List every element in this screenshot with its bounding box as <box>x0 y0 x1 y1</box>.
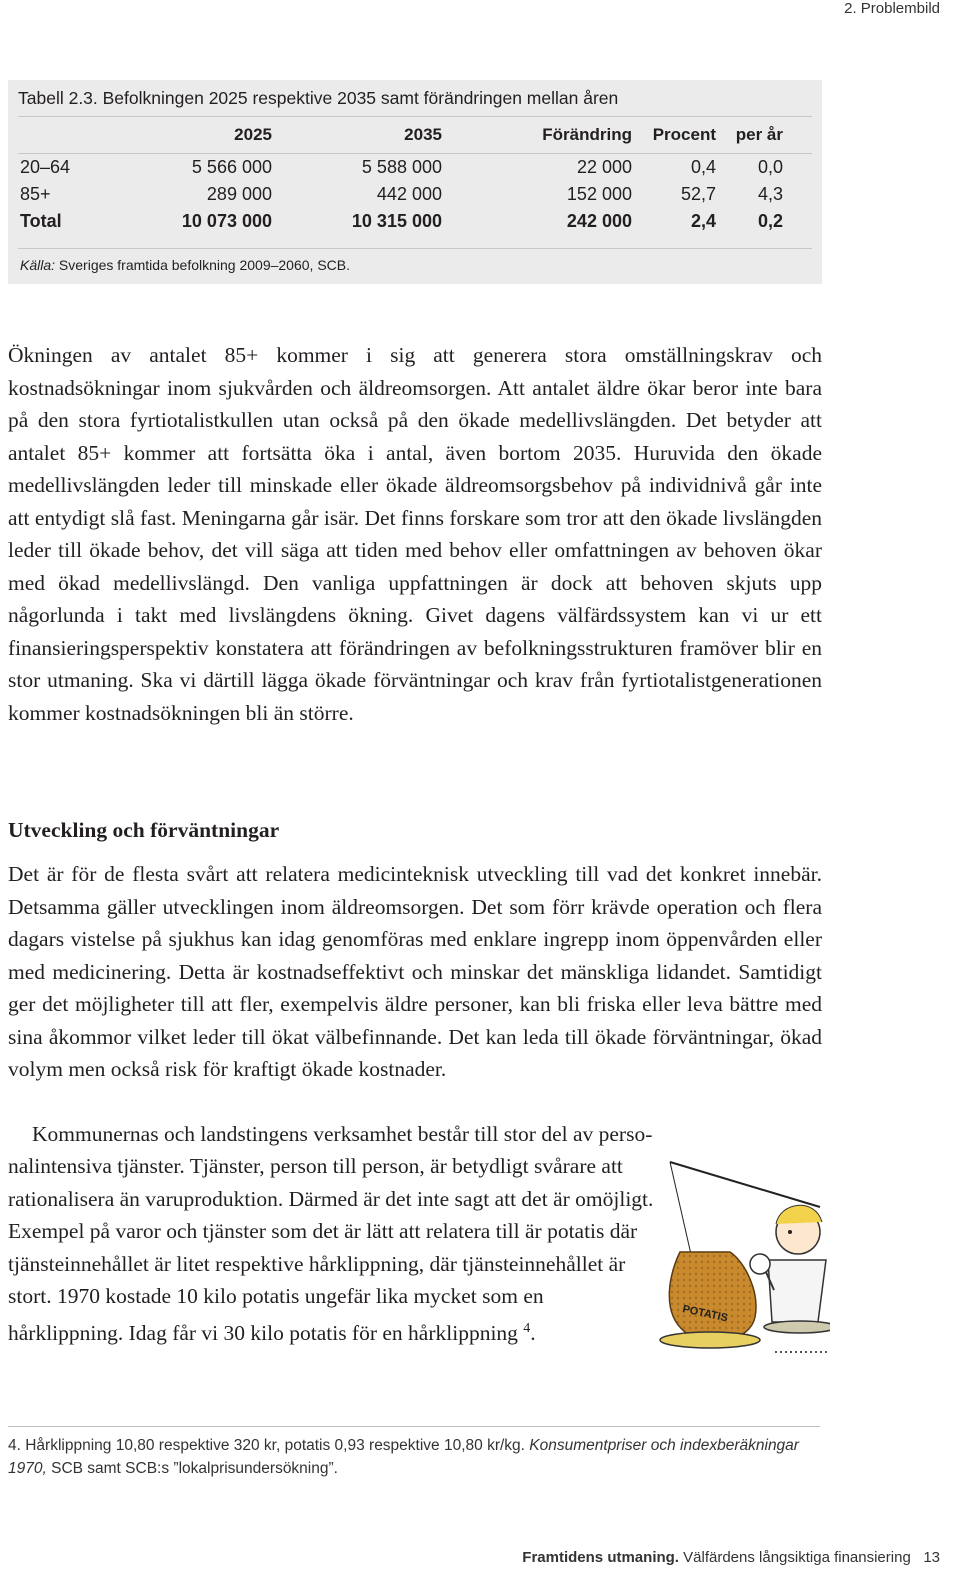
cell-2025: 5 566 000 <box>191 157 272 177</box>
footnote-reference: 4 <box>523 1320 531 1336</box>
source-label: Källa: <box>20 257 56 273</box>
row-label: 85+ <box>20 184 51 204</box>
col-header-change: Förändring <box>542 125 632 144</box>
cell-2035: 442 000 <box>376 184 442 204</box>
cell-per-year: 0,2 <box>757 211 783 231</box>
paragraph-text: Kommunernas och landstingens verksamhet består till stor del av perso- <box>32 1122 653 1146</box>
cell-percent: 52,7 <box>680 184 716 204</box>
paragraph-text: Det är för de flesta svårt att relatera medicinteknisk utveckling till vad det konkret innebär. Detsamma gäller utvecklingen inom äldreomsorgen. Det som förr krävde operation och flera dagars vistelse på sjukhus kan idag genomföras med enklare ingrepp inom öppenvården eller med medicinering. Detta är kostnadseffektivt och minskar det mänskliga lidandet. Samtidigt ger det möjligheter till att fler, exempelvis äldre personer, kan bli friska eller leva bättre med sina åkommor vilket leder till ökat välbefinnande. Det kan leda till ökade förväntningar, ökad volym men också risk för kraftigt ökade kostnader. <box>8 862 822 1081</box>
hand-mirror <box>750 1254 770 1274</box>
source-text: Sveriges framtida befolkning 2009–2060, SCB. <box>55 257 350 273</box>
table-header-row <box>8 125 822 151</box>
chapter-header: 2. Problembild <box>844 0 940 17</box>
table-row-total <box>8 211 822 237</box>
table-row <box>8 184 822 210</box>
balance-scale-drawing <box>640 1152 830 1382</box>
person-cape <box>768 1260 826 1322</box>
col-header-percent: Procent <box>652 125 716 144</box>
footnote-rule <box>8 1426 820 1427</box>
table-title: Tabell 2.3. Befolkningen 2025 respektive 2035 samt förändringen mellan åren <box>18 88 619 108</box>
person-hair <box>776 1205 822 1224</box>
running-footer <box>522 1549 940 1566</box>
footer-title: Framtidens utmaning. <box>522 1549 679 1566</box>
paragraph-text-span: nalintensiva tjänster. Tjänster, person till person, är betydligt svårare att rationalisera än varuproduktion. Därmed är det inte sagt att det är omöjligt. Exempel på varor och tjänster som det är lätt att relatera till är potatis där tjänsteinnehållet är litet respektive hårklippning, där tjänsteinnehållet är stort. 1970 kostade 10 kilo potatis ungefär lika mycket som en hårklippning. Idag får vi 30 kilo potatis för en hårklippning <box>8 1154 654 1345</box>
person-eye <box>788 1230 792 1234</box>
col-header-per-year: per år <box>735 125 783 144</box>
table-rule-header <box>18 153 812 154</box>
table-rule-top <box>18 116 812 117</box>
cell-per-year: 4,3 <box>757 184 783 204</box>
cell-change: 152 000 <box>566 184 632 204</box>
page-number: 13 <box>923 1549 940 1566</box>
table-source <box>20 257 350 273</box>
body-paragraph-3-first-line <box>32 1118 822 1151</box>
scale-pan-right <box>764 1321 830 1333</box>
col-header-2035: 2035 <box>404 125 442 144</box>
cell-percent: 2,4 <box>690 211 716 231</box>
scale-beam <box>670 1162 820 1207</box>
body-paragraph-3 <box>8 1150 664 1349</box>
cell-percent: 0,4 <box>690 157 716 177</box>
table-row <box>8 157 822 183</box>
footer-subtitle: Välfärdens långsiktiga finansiering <box>678 1549 911 1566</box>
row-label: Total <box>20 211 62 231</box>
scale-pan-left <box>660 1332 760 1348</box>
cell-2035: 5 588 000 <box>361 157 442 177</box>
cell-2025: 289 000 <box>206 184 272 204</box>
section-heading: Utveckling och förväntningar <box>8 818 280 842</box>
sack-label: POTATIS <box>681 1303 729 1325</box>
cell-change: 242 000 <box>566 211 632 231</box>
footnote <box>8 1434 808 1480</box>
scale-illustration <box>640 1152 830 1382</box>
paragraph-text: Ökningen av antalet 85+ kommer i sig att generera stora omställningskrav och kostnadsökningar inom sjukvården och äldreomsorgen. Att antalet äldre ökar beror inte bara på den stora fyrtiotalistkullen utan också på den ökade medellivslängden. Det betyder att antalet 85+ kommer att fortsätta öka i antal, även bortom 2035. Huruvida den ökade medellivslängden leder till minskade eller ökade äldreomsorgsbehov på individnivå går inte att entydigt slå fast. Meningarna går isär. Det finns forskare som tror att den ökade livslängden leder till ökade behov, det vill säga att tiden med behov eller omfattningen av behoven ökar med ökad medellivslängd. Den vanliga uppfattningen är dock att behoven skjuts upp någorlunda i takt med livslängdens ökning. Givet dagens välfärdssystem kan vi ur ett finansieringsperspektiv konstatera att förändringen av befolkningsstrukturen framöver blir en stor utmaning. Ska vi därtill lägga ökade förväntningar och krav från fyrtiotalistgenerationen kommer kostnadsökningen bli än större. <box>8 343 822 725</box>
footnote-tail: SCB samt SCB:s ”lokalprisundersökning”. <box>46 1460 338 1477</box>
cell-2035: 10 315 000 <box>351 211 442 231</box>
footnote-text: 4. Hårklippning 10,80 respektive 320 kr, potatis 0,93 respektive 10,80 kr/kg. <box>8 1437 530 1454</box>
cell-per-year: 0,0 <box>757 157 783 177</box>
body-paragraph-2 <box>8 858 822 1086</box>
footnote-italic: Konsumentpriser och indexberäkningar 1970, <box>8 1437 799 1477</box>
body-paragraph-1 <box>8 339 822 729</box>
cell-change: 22 000 <box>576 157 632 177</box>
paragraph-text <box>8 1150 664 1349</box>
cell-2025: 10 073 000 <box>181 211 272 231</box>
table-rule-bottom <box>18 248 812 249</box>
paragraph-end: . <box>530 1320 536 1345</box>
col-header-2025: 2025 <box>234 125 272 144</box>
population-table <box>8 80 822 284</box>
row-label: 20–64 <box>20 157 71 177</box>
